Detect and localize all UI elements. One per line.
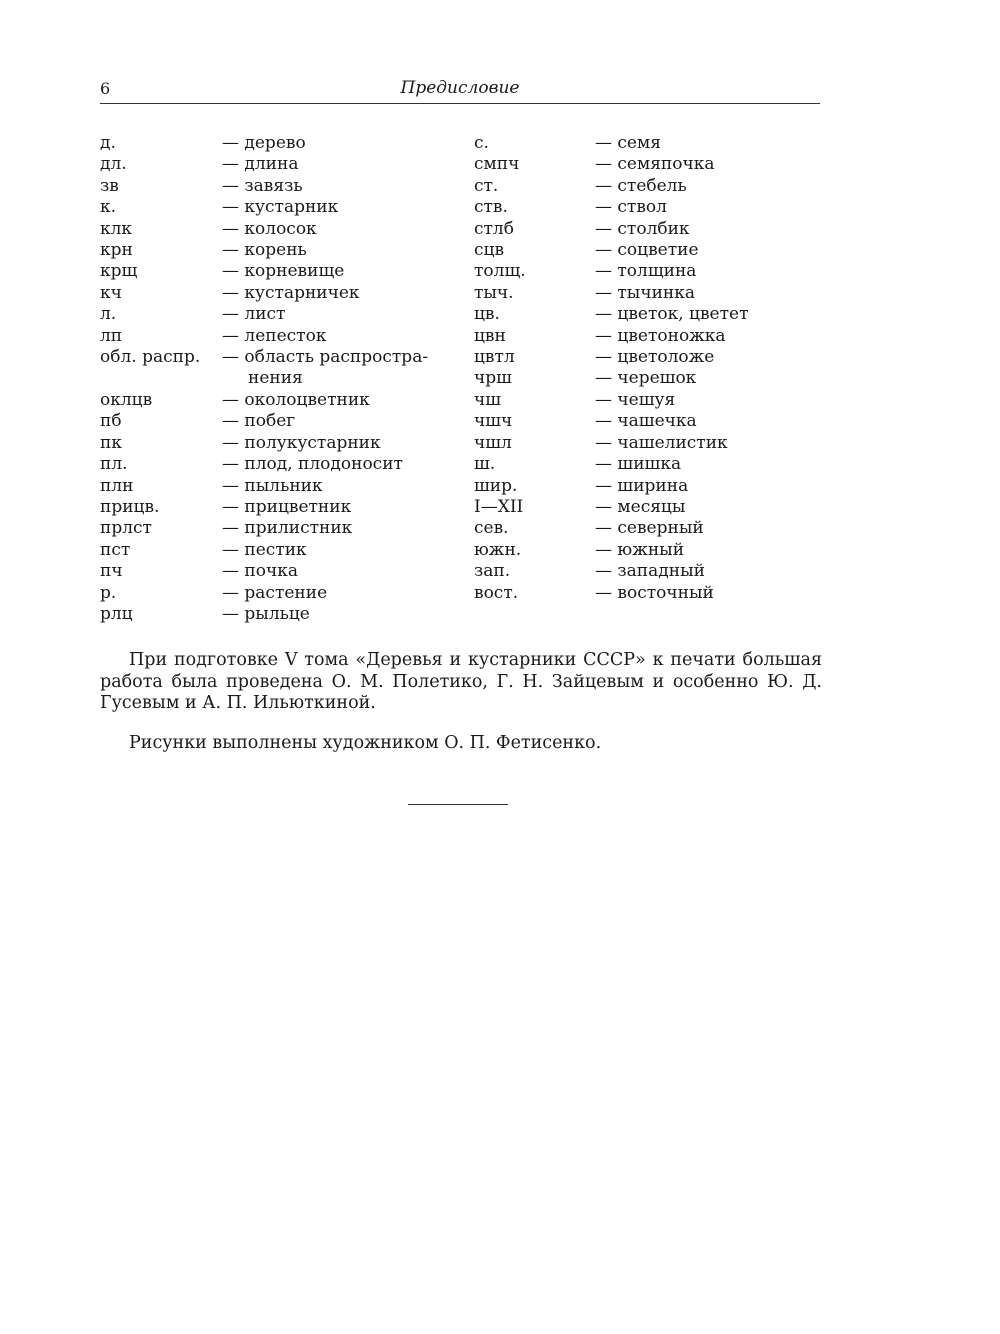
abbreviation-row: [100, 154, 428, 175]
abbreviation-row: [474, 240, 748, 261]
abbreviation-term: р.: [100, 582, 117, 603]
abbreviation-meaning-line: — область распростра-: [222, 347, 429, 368]
abbreviation-row: [474, 133, 748, 154]
abbreviation-meaning: [222, 176, 303, 197]
abbreviation-term: прицв.: [100, 496, 160, 517]
abbreviation-meaning-line: — лепесток: [222, 325, 327, 346]
abbreviation-row: [474, 283, 748, 304]
abbreviation-meaning-continuation: нения: [248, 368, 303, 389]
abbreviation-term: шир.: [474, 475, 518, 496]
abbreviation-meaning: [595, 197, 667, 218]
abbreviation-term: л.: [100, 304, 117, 325]
abbreviation-row: [474, 583, 748, 604]
abbreviation-meaning: [595, 583, 714, 604]
abbreviation-meaning-line: — растение: [222, 582, 328, 603]
abbreviation-meaning-line: — черешок: [595, 368, 697, 389]
acknowledgement-paragraph: При подготовке V тома «Деревья и кустарники СССР» к печати большая работа была проведена О. М. Полетико, Г. Н. Зайцевым и особенно Ю. Д. Гусевым и А. П. Ильюткиной.: [100, 650, 822, 713]
abbreviation-term: южн.: [474, 539, 522, 560]
abbreviation-meaning: [595, 497, 685, 518]
abbreviation-row: [474, 561, 748, 582]
abbreviation-row: [474, 454, 748, 475]
abbreviation-term: I—XII: [474, 496, 524, 517]
abbreviation-meaning-line: — восточный: [595, 582, 714, 603]
abbreviation-row: [474, 411, 748, 432]
abbreviation-term: лп: [100, 325, 123, 346]
abbreviation-row: [474, 326, 748, 347]
abbreviation-row: [474, 304, 748, 325]
abbreviation-meaning-line: — кустарничек: [222, 282, 360, 303]
abbreviation-term: д.: [100, 133, 116, 153]
abbreviation-term: ст.: [474, 175, 499, 196]
abbreviation-term: пч: [100, 561, 123, 582]
abbreviation-meaning-line: — ствол: [595, 197, 667, 218]
abbreviation-meaning-line: — почка: [222, 561, 298, 582]
abbreviation-meaning: [222, 518, 352, 539]
abbreviation-term: крщ: [100, 261, 138, 282]
abbreviation-meaning: [595, 518, 704, 539]
abbreviation-row: [100, 326, 428, 347]
abbreviation-meaning: [595, 411, 697, 432]
abbreviation-meaning-line: — семяпочка: [595, 154, 715, 175]
abbreviation-meaning: [595, 368, 696, 389]
abbreviation-row: [474, 261, 748, 282]
abbreviation-meaning: [222, 261, 344, 282]
abbreviation-term: цв.: [474, 304, 500, 325]
abbreviation-term: пст: [100, 539, 131, 560]
abbreviation-row: [474, 518, 748, 539]
abbreviation-term: стлб: [474, 218, 514, 239]
abbreviation-row: [100, 219, 428, 240]
abbreviation-term: к.: [100, 197, 117, 218]
abbreviation-row: [474, 219, 748, 240]
abbreviation-meaning-line: — ширина: [595, 475, 689, 496]
abbreviation-meaning: [222, 283, 360, 304]
abbreviation-term: обл. распр.: [100, 347, 201, 368]
abbreviation-term: пл.: [100, 454, 128, 475]
abbreviation-meaning: [595, 304, 748, 325]
abbreviation-meaning-line: — северный: [595, 518, 704, 539]
abbreviation-term: рлц: [100, 603, 133, 624]
abbreviation-term: ств.: [474, 197, 508, 218]
abbreviation-meaning-line: — дерево: [222, 133, 306, 153]
abbreviation-meaning: [222, 604, 310, 625]
abbreviation-meaning: [222, 304, 285, 325]
abbreviation-row: [474, 540, 748, 561]
abbreviation-row: [100, 176, 428, 197]
abbreviation-meaning-line: — чашелистик: [595, 432, 728, 453]
abbreviation-row: [474, 176, 748, 197]
abbreviation-row: [100, 347, 428, 390]
abbreviation-meaning: [222, 540, 307, 561]
abbreviation-meaning: [595, 390, 675, 411]
abbreviation-meaning: [595, 219, 690, 240]
abbreviation-meaning-line: — цветок, цветет: [595, 304, 749, 325]
abbreviation-row: [100, 476, 428, 497]
abbreviation-meaning-line: — южный: [595, 539, 685, 560]
abbreviation-meaning: [222, 476, 323, 497]
abbreviation-meaning: [595, 454, 681, 475]
abbreviation-column-left: [100, 133, 428, 625]
abbreviation-meaning-line: — колосок: [222, 218, 317, 239]
abbreviation-row: [100, 411, 428, 432]
abbreviation-row: [100, 261, 428, 282]
abbreviation-meaning: [595, 326, 726, 347]
abbreviation-row: [474, 476, 748, 497]
abbreviation-meaning-line: — столбик: [595, 218, 690, 239]
abbreviation-meaning-line: — стебель: [595, 175, 687, 196]
abbreviation-meaning-line: — плод, плодоносит: [222, 454, 403, 475]
abbreviation-term: крн: [100, 240, 133, 261]
abbreviation-meaning: [222, 561, 298, 582]
abbreviation-term: чрш: [474, 368, 512, 389]
abbreviation-meaning: [222, 454, 403, 475]
abbreviation-meaning: [595, 283, 695, 304]
abbreviation-row: [100, 133, 428, 154]
abbreviation-meaning-line: — толщина: [595, 261, 697, 282]
abbreviation-row: [474, 497, 748, 518]
abbreviation-term: зап.: [474, 561, 511, 582]
abbreviation-meaning: [222, 240, 307, 261]
abbreviation-meaning-line: — месяцы: [595, 496, 686, 517]
abbreviation-term: смпч: [474, 154, 520, 175]
abbreviation-term: толщ.: [474, 261, 526, 282]
abbreviation-meaning: [595, 154, 715, 175]
abbreviation-meaning-line: — чешуя: [595, 389, 676, 410]
abbreviation-meaning: [222, 347, 428, 390]
abbreviation-term: чшл: [474, 432, 512, 453]
illustrations-credit-paragraph: Рисунки выполнены художником О. П. Фетисенко.: [129, 733, 602, 753]
abbreviation-term: цвн: [474, 325, 506, 346]
abbreviation-term: вост.: [474, 582, 519, 603]
header-rule: [100, 103, 820, 104]
running-title: Предисловие: [400, 78, 520, 98]
abbreviation-row: [100, 390, 428, 411]
abbreviation-meaning: [595, 561, 705, 582]
abbreviation-meaning-line: — рыльце: [222, 603, 310, 624]
abbreviation-meaning: [595, 240, 699, 261]
abbreviation-meaning: [595, 176, 687, 197]
abbreviation-meaning-line: — корень: [222, 240, 307, 261]
abbreviation-meaning-line: — пестик: [222, 539, 307, 560]
abbreviation-term: цвтл: [474, 347, 515, 368]
abbreviation-row: [100, 454, 428, 475]
abbreviation-term: чшч: [474, 411, 513, 432]
abbreviation-meaning: [222, 219, 317, 240]
abbreviation-meaning-line: — прицветник: [222, 496, 352, 517]
abbreviation-meaning-line: — западный: [595, 561, 705, 582]
abbreviation-meaning-line: — тычинка: [595, 282, 695, 303]
abbreviation-term: пк: [100, 432, 122, 453]
abbreviation-row: [474, 368, 748, 389]
abbreviation-term: прлст: [100, 518, 152, 539]
abbreviation-row: [100, 604, 428, 625]
abbreviation-term: тыч.: [474, 282, 514, 303]
abbreviation-row: [100, 561, 428, 582]
abbreviation-meaning: [222, 433, 381, 454]
abbreviation-meaning: [595, 433, 728, 454]
abbreviation-meaning-line: — прилистник: [222, 518, 353, 539]
abbreviation-meaning-line: — побег: [222, 411, 296, 432]
abbreviation-meaning-line: — семя: [595, 133, 661, 153]
abbreviation-term: ш.: [474, 454, 496, 475]
abbreviation-row: [100, 304, 428, 325]
abbreviation-meaning-line: — кустарник: [222, 197, 339, 218]
abbreviation-meaning: [222, 497, 351, 518]
abbreviation-row: [474, 347, 748, 368]
abbreviation-meaning: [222, 390, 370, 411]
abbreviation-row: [100, 497, 428, 518]
abbreviation-meaning: [222, 411, 295, 432]
abbreviation-row: [474, 197, 748, 218]
end-rule: [408, 804, 508, 805]
abbreviation-term: с.: [474, 133, 489, 153]
abbreviation-meaning: [222, 326, 326, 347]
abbreviation-meaning: [222, 583, 327, 604]
abbreviation-meaning: [595, 347, 714, 368]
abbreviation-meaning: [595, 261, 696, 282]
abbreviation-row: [474, 433, 748, 454]
abbreviation-meaning-line: — корневище: [222, 261, 345, 282]
abbreviation-term: зв: [100, 175, 119, 196]
abbreviation-term: оклцв: [100, 389, 153, 410]
abbreviation-row: [100, 197, 428, 218]
abbreviation-term: плн: [100, 475, 134, 496]
abbreviation-term: сцв: [474, 240, 505, 261]
abbreviation-meaning-line: — длина: [222, 154, 299, 175]
abbreviation-row: [100, 283, 428, 304]
abbreviation-row: [474, 390, 748, 411]
abbreviation-row: [100, 240, 428, 261]
abbreviation-term: пб: [100, 411, 122, 432]
abbreviation-meaning: [595, 476, 688, 497]
abbreviation-meaning-line: — завязь: [222, 175, 303, 196]
abbreviation-meaning: [595, 133, 661, 154]
abbreviation-term: дл.: [100, 154, 127, 175]
abbreviation-row: [100, 583, 428, 604]
abbreviation-meaning-line: — шишка: [595, 454, 682, 475]
abbreviation-term: чш: [474, 389, 502, 410]
abbreviation-row: [474, 154, 748, 175]
abbreviation-term: клк: [100, 218, 133, 239]
abbreviation-meaning-line: — околоцветник: [222, 389, 370, 410]
abbreviation-row: [100, 433, 428, 454]
abbreviation-row: [100, 540, 428, 561]
abbreviation-meaning-line: — полукустарник: [222, 432, 381, 453]
abbreviation-meaning: [222, 154, 298, 175]
abbreviation-meaning-line: — цветоножка: [595, 325, 726, 346]
abbreviation-meaning-line: — соцветие: [595, 240, 699, 261]
abbreviation-meaning-line: — чашечка: [595, 411, 697, 432]
abbreviation-meaning: [222, 133, 306, 154]
abbreviation-meaning-line: — пыльник: [222, 475, 323, 496]
abbreviation-column-right: [474, 133, 748, 604]
abbreviation-term: кч: [100, 282, 122, 303]
abbreviation-row: [100, 518, 428, 539]
abbreviation-meaning-line: — лист: [222, 304, 286, 325]
abbreviation-meaning-line: — цветоложе: [595, 347, 715, 368]
abbreviation-term: сев.: [474, 518, 509, 539]
page-number: 6: [100, 79, 111, 98]
abbreviation-meaning: [595, 540, 684, 561]
abbreviation-meaning: [222, 197, 338, 218]
